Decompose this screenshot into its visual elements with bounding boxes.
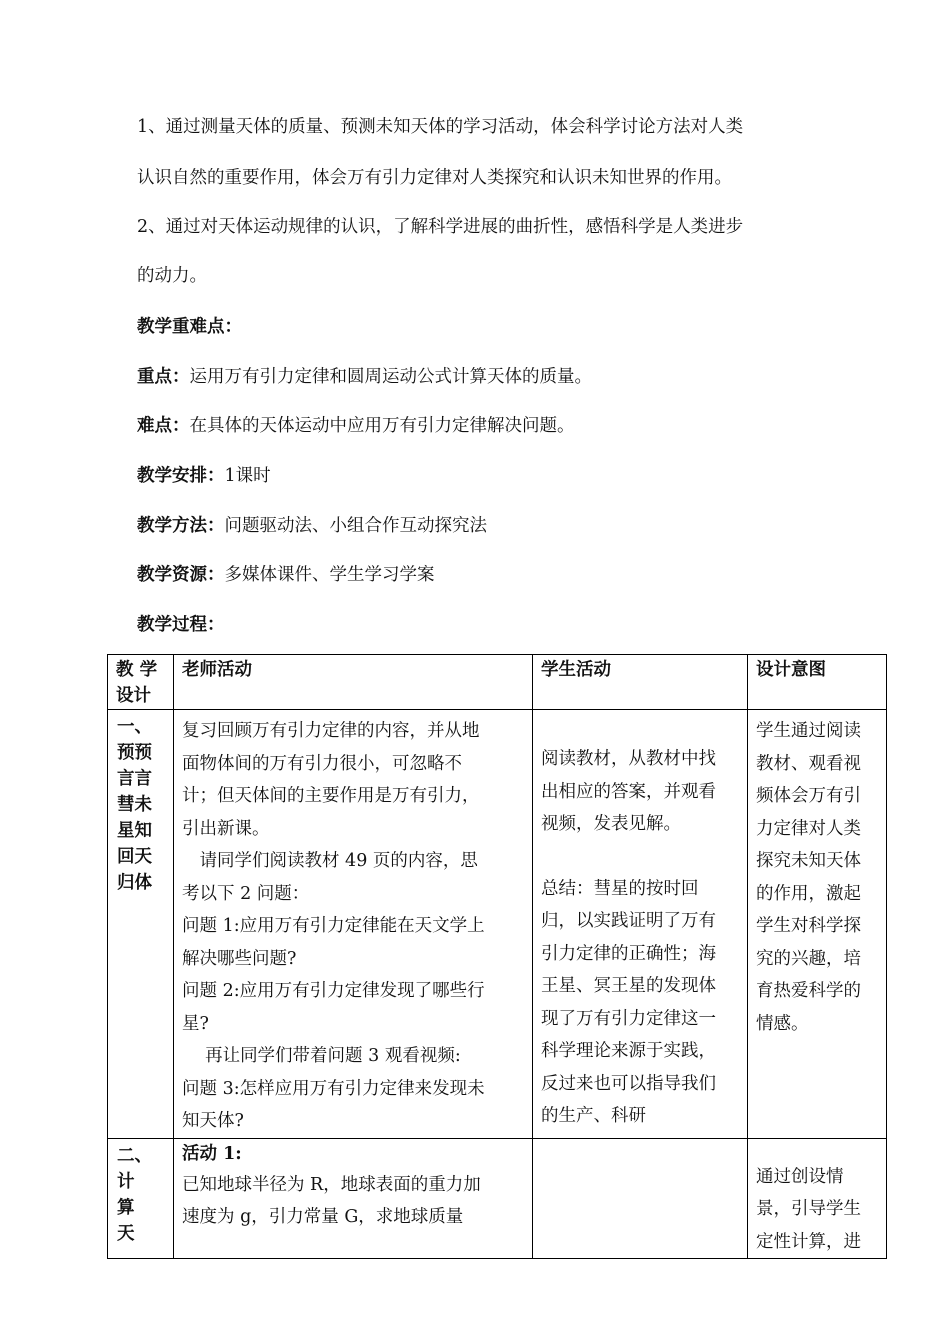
teacher-line: 问题 2:应用万有引力定律发现了哪些行: [182, 981, 485, 1001]
teacher-line: 问题 3:怎样应用万有引力定律来发现未: [182, 1078, 485, 1099]
stage-1-line: 星知: [117, 821, 152, 841]
table-row: [108, 1138, 887, 1259]
header-design-line-2: 设计: [116, 686, 151, 706]
intent-line: 学生通过阅读: [756, 721, 861, 741]
header-teacher-activity: 老师活动: [174, 655, 533, 710]
teacher-line: 引出新课。: [182, 818, 270, 839]
intent-line: 究的兴趣，培: [756, 948, 861, 969]
method-text: 问题驱动法、小组合作互动探究法: [224, 516, 487, 536]
teacher-line: 解决哪些问题?: [182, 948, 297, 969]
teacher-line: 速度为 g，引力常量 G，求地球质量: [182, 1207, 464, 1227]
stage-2-line: 算: [117, 1197, 135, 1218]
resources-line: [137, 561, 435, 586]
student-activity-cell-1: [533, 710, 748, 1139]
intent-line: 情感。: [756, 1013, 809, 1034]
stage-1-line: 言言: [117, 769, 152, 789]
teacher-line: 请同学们阅读教材 49 页的内容，思: [182, 851, 478, 871]
process-heading: 教学过程：: [137, 615, 225, 635]
difficulty-label: 难点：: [137, 416, 190, 436]
student-line: 反过来也可以指导我们: [541, 1073, 716, 1094]
table-row: [108, 710, 887, 1139]
student-spacer: [541, 841, 739, 873]
student-line: 现了万有引力定律这一: [541, 1008, 716, 1029]
stage-2-line: 计: [117, 1171, 135, 1192]
intent-line: 探究未知天体: [756, 851, 861, 871]
intent-line: 定性计算，进: [756, 1231, 861, 1252]
student-line: 归，以实践证明了万有: [541, 911, 716, 931]
stage-2-line: 二、: [117, 1145, 152, 1166]
stage-1-line: 一、: [117, 717, 152, 737]
arrangement-text: 1课时: [224, 466, 271, 486]
resources-text: 多媒体课件、学生学习学案: [224, 565, 435, 585]
intent-line: 频体会万有引: [756, 786, 861, 806]
student-line: 科学理论来源于实践，: [541, 1041, 716, 1061]
resources-label: 教学资源：: [137, 565, 225, 585]
objective-2-line-2: 的动力。: [137, 266, 207, 286]
teacher-activity-cell-2: [174, 1138, 533, 1259]
teacher-line: 星?: [182, 1013, 209, 1034]
teacher-line: 计；但天体间的主要作用是万有引力，: [182, 786, 480, 806]
arrangement-label: 教学安排：: [137, 466, 225, 486]
teacher-line: 面物体间的万有引力很小，可忽略不: [182, 753, 462, 774]
student-line: 引力定律的正确性；海: [541, 943, 716, 964]
stage-1-line: 预预: [117, 743, 152, 763]
intent-line: 景，引导学生: [756, 1199, 861, 1219]
stage-1-line: 回天: [117, 847, 152, 867]
student-line: 阅读教材，从教材中找: [541, 749, 716, 769]
student-line: 视频，发表见解。: [541, 814, 681, 834]
key-points-heading: 教学重难点：: [137, 317, 242, 337]
header-student-activity: 学生活动: [533, 655, 748, 710]
intent-line: 通过创设情: [756, 1166, 844, 1187]
focus-label: 重点：: [137, 367, 190, 387]
stage-cell-1: [108, 710, 174, 1139]
method-line: [137, 512, 487, 537]
focus-line: [137, 363, 592, 388]
student-line: 总结：彗星的按时回: [541, 878, 699, 899]
teacher-line: 知天体?: [182, 1111, 244, 1131]
objective-2-line-1: 2、通过对天体运动规律的认识，了解科学进展的曲折性，感悟科学是人类进步: [137, 217, 744, 237]
arrangement-line: [137, 462, 271, 487]
intent-line: 的作用，激起: [756, 883, 861, 904]
intent-line: 教材、观看视: [756, 753, 861, 774]
objective-1-line-2: 认识自然的重要作用，体会万有引力定律对人类探究和认识未知世界的作用。: [137, 168, 732, 188]
method-label: 教学方法：: [137, 516, 225, 536]
stage-cell-2: [108, 1138, 174, 1259]
header-design-line-1: 教 学: [116, 660, 158, 680]
teacher-line: 再让同学们带着问题 3 观看视频:: [182, 1046, 461, 1066]
teacher-line: 已知地球半径为 R，地球表面的重力加: [182, 1174, 481, 1195]
student-activity-cell-2: [533, 1138, 748, 1259]
stage-1-line: 彗未: [117, 795, 152, 815]
header-design-intent: 设计意图: [748, 655, 887, 710]
teacher-line: 考以下 2 问题：: [182, 883, 310, 904]
header-design: [108, 655, 174, 710]
intent-line: 力定律对人类: [756, 818, 861, 839]
difficulty-text: 在具体的天体运动中应用万有引力定律解决问题。: [189, 416, 575, 436]
focus-text: 运用万有引力定律和圆周运动公式计算天体的质量。: [189, 367, 592, 387]
teacher-line: 复习回顾万有引力定律的内容，并从地: [182, 721, 480, 741]
student-line: 出相应的答案，并观看: [541, 781, 716, 802]
student-line: 的生产、科研: [541, 1106, 646, 1126]
design-intent-cell-1: [748, 710, 887, 1139]
design-intent-cell-2: [748, 1138, 887, 1259]
table-header-row: [108, 655, 887, 710]
teacher-line: 问题 1:应用万有引力定律能在天文学上: [182, 916, 485, 936]
objective-1-line-1: 1、通过测量天体的质量、预测未知天体的学习活动，体会科学讨论方法对人类: [137, 117, 744, 137]
stage-2-line: 天: [117, 1223, 135, 1244]
intent-line: 育热爱科学的: [756, 981, 861, 1001]
intent-line: 学生对科学探: [756, 916, 861, 936]
teacher-activity-cell-1: [174, 710, 533, 1139]
stage-1-line: 归体: [117, 873, 152, 893]
activity-1-label: 活动 1:: [182, 1143, 242, 1164]
difficulty-line: [137, 412, 575, 437]
student-line: 王星、冥王星的发现体: [541, 976, 716, 996]
lesson-process-table: [107, 654, 887, 1259]
